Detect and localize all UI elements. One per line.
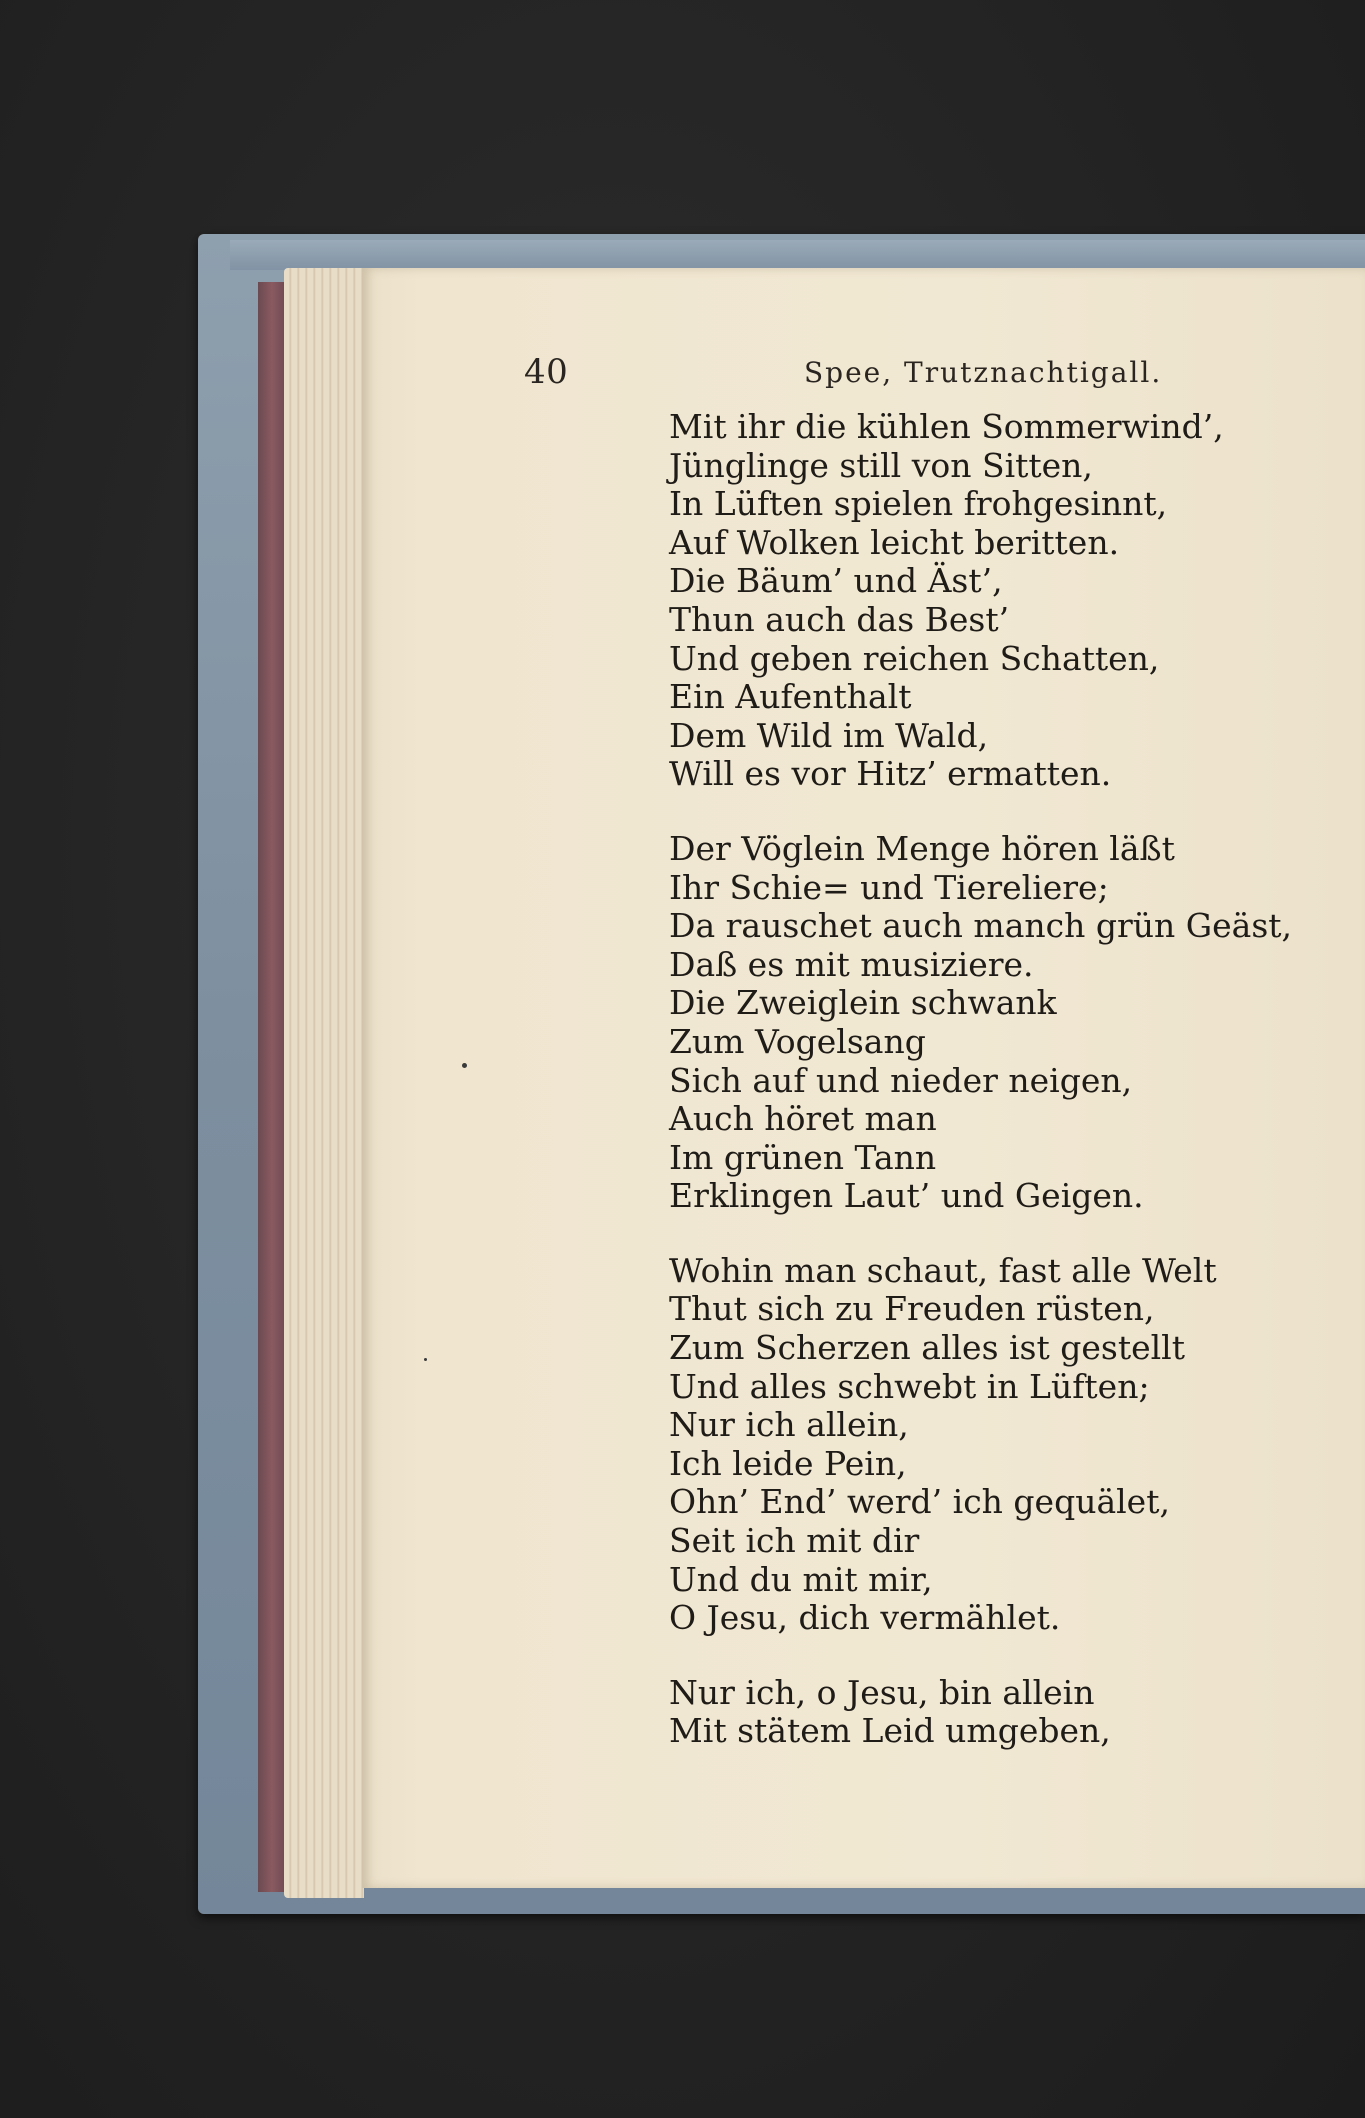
verse-line: Ich leide Pein,: [669, 1443, 907, 1483]
verse-line: In Lüften spielen frohgesinnt,: [669, 484, 1168, 524]
verse-line: O Jesu, dich vermählet.: [669, 1598, 1061, 1638]
verse-line: Zum Scherzen alles ist gestellt: [669, 1328, 1185, 1368]
verse-line: Und alles schwebt in Lüften;: [669, 1366, 1150, 1406]
verse-line: Auch höret man: [669, 1099, 937, 1139]
verse-line: Mit stätem Leid umgeben,: [669, 1711, 1111, 1751]
paper-speck: [424, 1358, 427, 1361]
verse-line: Seit ich mit dir: [669, 1521, 920, 1561]
page-number: 40: [524, 352, 569, 392]
verse-line: Thut sich zu Freuden rüsten,: [669, 1289, 1155, 1329]
book-binding-edge: [258, 282, 286, 1892]
stanza: [669, 1252, 1349, 1638]
stanza: [669, 1674, 1349, 1751]
verse-line: Nur ich allein,: [669, 1405, 909, 1445]
verse-line: Ein Aufenthalt: [669, 677, 912, 717]
verse-line: Ohn’ End’ werd’ ich gequälet,: [669, 1482, 1170, 1522]
verse-line: Auf Wolken leicht beritten.: [669, 522, 1120, 562]
running-title: Spee, Trutznachtigall.: [804, 356, 1163, 389]
verse-line: Mit ihr die kühlen Sommerwind’,: [669, 407, 1224, 446]
verse-line: Daß es mit musiziere.: [669, 944, 1034, 984]
verse-line: Der Vöglein Menge hören läßt: [669, 828, 1175, 868]
verse-line: Thun auch das Best’: [669, 599, 1010, 639]
verse-line: Dem Wild im Wald,: [669, 715, 989, 755]
verse-line: Jüngling​e still von Sitten,: [669, 445, 1093, 485]
verse-line: Nur ich, o Jesu, bin allein: [669, 1672, 1095, 1712]
verse-line: Die Bäum’ und Äst’,: [669, 561, 1003, 601]
verse-line: Im grünen Tann: [669, 1137, 937, 1177]
verse-line: Zum Vogelsang: [669, 1021, 926, 1061]
page-header: [362, 352, 1365, 392]
stanza: [669, 830, 1349, 1216]
verse-line: Ihr Schie= und Tiereliere;: [669, 867, 1109, 907]
verse-line: Und du mit mir,: [669, 1559, 933, 1599]
book-page: [362, 268, 1365, 1888]
paper-speck: [462, 1063, 467, 1068]
poem-text: [669, 408, 1349, 1787]
verse-line: Da rauschet auch manch grün Geäst,: [669, 906, 1293, 946]
verse-line: Will es vor Hitz’ ermatten.: [669, 754, 1112, 794]
book-cover-top-edge: [230, 240, 1365, 270]
verse-line: Erklingen Laut’ und Geigen.: [669, 1176, 1144, 1216]
verse-line: Sich auf und nieder neigen,: [669, 1060, 1133, 1100]
verse-line: Die Zweiglein schwank: [669, 983, 1057, 1023]
stanza: [669, 408, 1349, 794]
verse-line: Wohin man schaut, fast alle Welt: [669, 1250, 1217, 1290]
verse-line: Und geben reichen Schatten,: [669, 638, 1160, 678]
page-stack-edges: [284, 268, 364, 1898]
